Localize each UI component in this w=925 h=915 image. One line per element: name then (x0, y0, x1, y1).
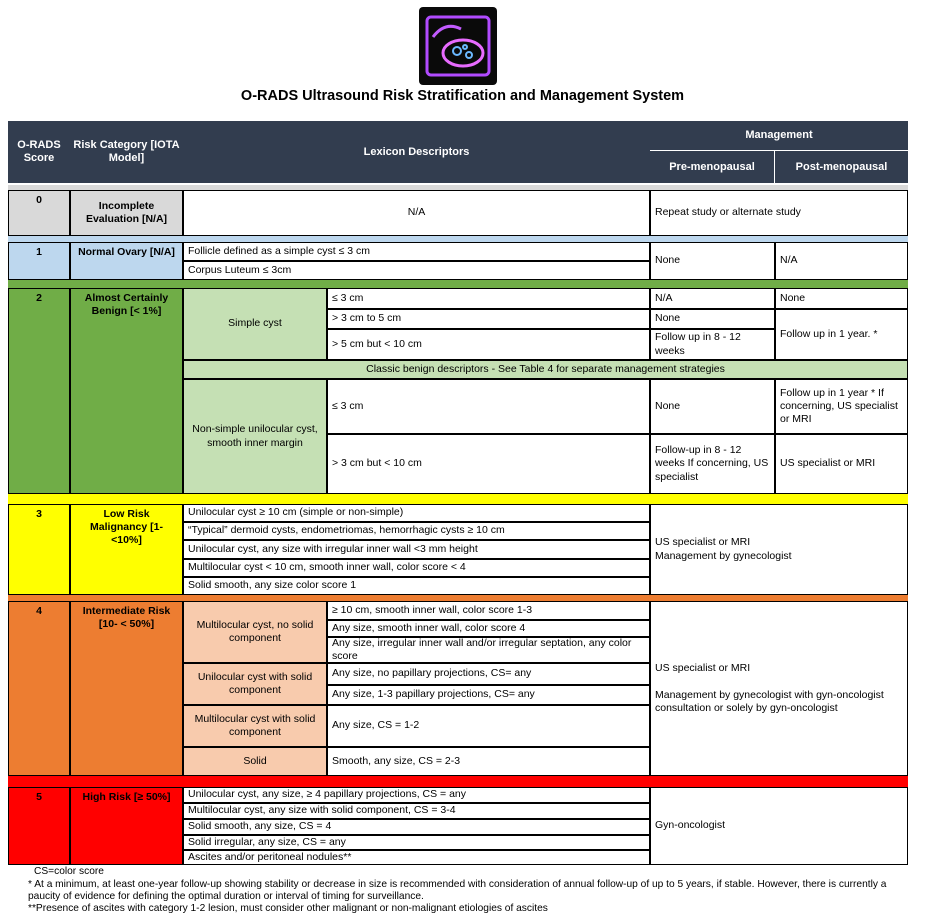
category-2-simple-pre: None (650, 309, 775, 329)
category-2-nonsimple-pre: Follow-up in 8 - 12 weeks If concerning, US specialist (650, 434, 775, 494)
footnote-double-star: **Presence of ascites with category 1-2 lesion, must consider other malignant or non-malignant etiologies of ascites (28, 903, 548, 914)
category-0-lexicon: N/A (183, 190, 650, 236)
category-1-post: N/A (775, 242, 908, 280)
category-2-nonsimple-size: ≤ 3 cm (327, 379, 650, 434)
category-3-item: “Typical” dermoid cysts, endometriomas, hemorrhagic cysts ≥ 10 cm (183, 522, 650, 540)
category-4-multisolid-row: Any size, CS = 1-2 (327, 705, 650, 747)
category-3-item: Unilocular cyst ≥ 10 cm (simple or non-simple) (183, 504, 650, 522)
footnote-cs: CS=color score (34, 866, 104, 877)
category-5-item: Solid smooth, any size, CS = 4 (183, 819, 650, 835)
category-3-management (650, 504, 908, 595)
category-5-risk: High Risk [≥ 50%] (70, 787, 183, 865)
category-2-simple-post-merged: Follow up in 1 year. * (775, 309, 908, 360)
category-5-bar (8, 776, 908, 787)
category-4-unilocular-row: Any size, 1-3 papillary projections, CS= any (327, 685, 650, 705)
ovary-ultrasound-logo-icon (419, 7, 497, 85)
category-3-score: 3 (8, 504, 70, 595)
category-2-simple-cyst: Simple cyst (183, 288, 327, 360)
category-4-unilocular-row: Any size, no papillary projections, CS= any (327, 663, 650, 685)
category-2-risk: Almost Certainly Benign [< 1%] (70, 288, 183, 494)
category-4-multilocular-solid: Multilocular cyst with solid component (183, 705, 327, 747)
category-4-solid: Solid (183, 747, 327, 776)
category-5-management: Gyn-oncologist (650, 787, 908, 865)
category-2-simple-size: > 5 cm but < 10 cm (327, 329, 650, 360)
category-1-item: Follicle defined as a simple cyst ≤ 3 cm (183, 242, 650, 261)
category-4-management-line: Management by gynecologist with gyn-oncologist consultation or solely by gyn-oncologist (655, 688, 884, 715)
header-management: Management (650, 121, 908, 151)
category-2-simple-pre: Follow up in 8 - 12 weeks (650, 329, 775, 360)
footnote-star: * At a minimum, at least one-year follow-up showing stability or decrease in size is recommended with consideration of annual follow-up of up to 5 years, if stable. However, there is currently a paucity of evidence for defining the optimal duration or interval of timing for surveillance. (28, 879, 887, 902)
category-1-risk: Normal Ovary [N/A] (70, 242, 183, 280)
category-0-risk: Incomplete Evaluation [N/A] (70, 190, 183, 236)
page-title: O-RADS Ultrasound Risk Stratification and Management System (240, 88, 685, 104)
category-5-item: Multilocular cyst, any size with solid component, CS = 3-4 (183, 803, 650, 819)
category-3-management-line: Management by gynecologist (655, 549, 792, 562)
category-2-simple-size: ≤ 3 cm (327, 288, 650, 309)
category-3-item: Unilocular cyst, any size with irregular inner wall <3 mm height (183, 540, 650, 559)
category-2-classic-benign: Classic benign descriptors - See Table 4 for separate management strategies (183, 360, 908, 379)
category-5-item: Unilocular cyst, any size, ≥ 4 papillary projections, CS = any (183, 787, 650, 803)
category-2-nonsimple-cyst: Non-simple unilocular cyst, smooth inner margin (183, 379, 327, 494)
header-postmenopausal: Post-menopausal (775, 151, 908, 183)
category-1-pre: None (650, 242, 775, 280)
header-risk-category: Risk Category [IOTA Model] (70, 121, 183, 183)
category-5-score: 5 (8, 787, 70, 865)
category-2-nonsimple-size: > 3 cm but < 10 cm (327, 434, 650, 494)
category-3-bar (8, 494, 908, 504)
category-4-multilocular-row: Any size, irregular inner wall and/or irregular septation, any color score (327, 637, 650, 663)
category-5-item: Solid irregular, any size, CS = any (183, 835, 650, 850)
category-4-risk: Intermediate Risk [10- < 50%] (70, 601, 183, 776)
category-4-solid-row: Smooth, any size, CS = 2-3 (327, 747, 650, 776)
category-0-score: 0 (8, 190, 70, 236)
category-3-risk: Low Risk Malignancy [1-<10%] (70, 504, 183, 595)
category-2-bar (8, 280, 908, 288)
category-4-multilocular-row: Any size, smooth inner wall, color score 4 (327, 620, 650, 637)
category-4-multilocular-cyst: Multilocular cyst, no solid component (183, 601, 327, 663)
header-score: O-RADS Score (8, 121, 70, 183)
category-4-score: 4 (8, 601, 70, 776)
header-lexicon-descriptors: Lexicon Descriptors (183, 121, 650, 183)
category-4-unilocular-solid: Unilocular cyst with solid component (183, 663, 327, 705)
category-4-management-line: US specialist or MRI (655, 661, 751, 674)
category-5-item: Ascites and/or peritoneal nodules** (183, 850, 650, 865)
category-1-item: Corpus Luteum ≤ 3cm (183, 261, 650, 280)
category-2-score: 2 (8, 288, 70, 494)
category-4-management (650, 601, 908, 776)
category-2-simple-size: > 3 cm to 5 cm (327, 309, 650, 329)
category-2-nonsimple-pre: None (650, 379, 775, 434)
category-2-nonsimple-post: Follow up in 1 year * If concerning, US specialist or MRI (775, 379, 908, 434)
category-2-simple-post: None (775, 288, 908, 309)
category-4-multilocular-row: ≥ 10 cm, smooth inner wall, color score 1-3 (327, 601, 650, 620)
header-premenopausal: Pre-menopausal (650, 151, 775, 183)
category-0-management: Repeat study or alternate study (650, 190, 908, 236)
category-3-item: Solid smooth, any size color score 1 (183, 577, 650, 595)
category-3-management-line: US specialist or MRI (655, 536, 751, 549)
category-3-item: Multilocular cyst < 10 cm, smooth inner wall, color score < 4 (183, 559, 650, 577)
category-1-score: 1 (8, 242, 70, 280)
category-2-simple-pre: N/A (650, 288, 775, 309)
category-2-nonsimple-post: US specialist or MRI (775, 434, 908, 494)
